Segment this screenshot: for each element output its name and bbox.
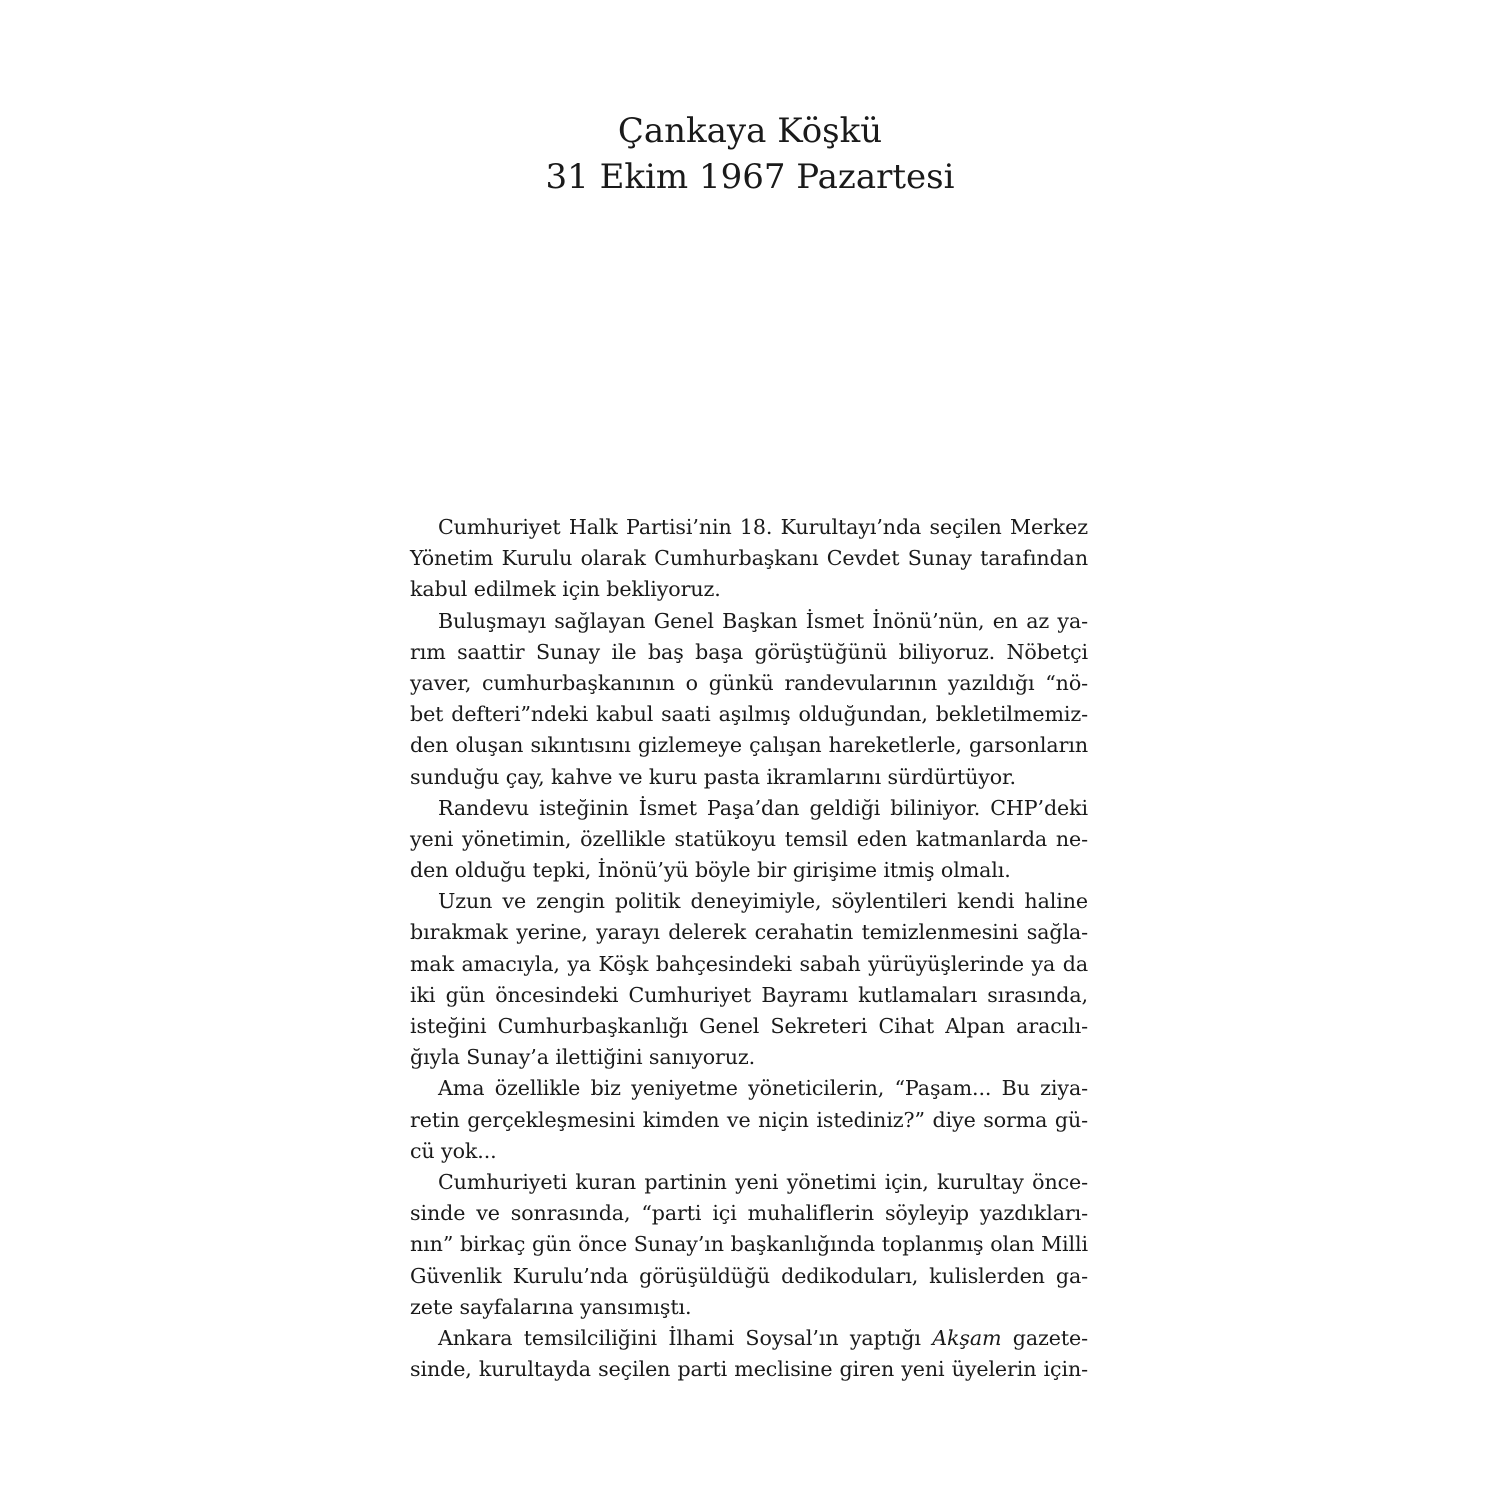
heading-date: 31 Ekim 1967 Pazartesi: [545, 157, 955, 197]
page-heading: [0, 108, 1500, 200]
text-line: sinde ve sonrasında, “parti içi muhaliflerin söyleyip yazdıkları-: [410, 1201, 1088, 1226]
text-line: Randevu isteğinin İsmet Paşa’dan geldiği biliniyor. CHP’deki: [438, 795, 1088, 820]
text-line: bet defteri”ndeki kabul saati aşılmış olduğundan, bekletilmemiz-: [410, 702, 1088, 727]
text-segment: Ankara temsilciliğini İlhami Soysal’ın yaptığı: [438, 1325, 933, 1350]
text-line: rım saattir Sunay ile baş başa görüştüğünü biliyoruz. Nöbetçi: [410, 639, 1088, 664]
text-line: bırakmak yerine, yarayı delerek cerahatin temizlenmesini sağla-: [410, 920, 1088, 945]
text-line: mak amacıyla, ya Köşk bahçesindeki sabah yürüyüşlerinde ya da: [410, 951, 1088, 976]
heading-title: Çankaya Köşkü: [617, 111, 883, 151]
text-line: Ama özellikle biz yeniyetme yöneticilerin, “Paşam... Bu ziya-: [438, 1076, 1088, 1101]
text-line: Yönetim Kurulu olarak Cumhurbaşkanı Cevdet Sunay tarafından: [410, 546, 1088, 571]
body-text: [410, 512, 1088, 1385]
text-line: Uzun ve zengin politik deneyimiyle, söylentileri kendi haline: [438, 889, 1088, 914]
text-line: Güvenlik Kurulu’nda görüşüldüğü dedikoduları, kulislerden ga-: [410, 1263, 1088, 1288]
text-line: Cumhuriyet Halk Partisi’nin 18. Kurultayı’nda seçilen Merkez: [438, 515, 1088, 539]
text-line: sunduğu çay, kahve ve kuru pasta ikramlarını sürdürtüyor.: [410, 764, 1016, 789]
text-line: retin gerçekleşmesini kimden ve niçin istediniz?” diye sorma gü-: [410, 1107, 1088, 1132]
text-line: kabul edilmek için bekliyoruz.: [410, 577, 721, 602]
text-line: nın” birkaç gün önce Sunay’ın başkanlığında toplanmış olan Milli: [410, 1232, 1088, 1257]
text-line: den olduğu tepki, İnönü’yü böyle bir girişime itmiş olmalı.: [410, 858, 1011, 883]
text-line: den oluşan sıkıntısını gizlemeye çalışan hareketlerle, garsonların: [410, 733, 1088, 758]
text-line: yeni yönetimin, özellikle statükoyu temsil eden katmanlarda ne-: [410, 826, 1088, 851]
text-line: ğıyla Sunay’a ilettiğini sanıyoruz.: [410, 1045, 756, 1070]
text-line: [410, 1323, 1088, 1354]
newspaper-name: Akşam: [932, 1325, 1002, 1350]
text-segment: gazete-: [1001, 1325, 1088, 1350]
text-line: isteğini Cumhurbaşkanlığı Genel Sekreteri Cihat Alpan aracılı-: [410, 1014, 1088, 1038]
text-line: sinde, kurultayda seçilen parti meclisine giren yeni üyelerin için-: [410, 1357, 1088, 1382]
text-line: yaver, cumhurbaşkanının o günkü randevularının yazıldığı “nö-: [410, 670, 1088, 695]
text-line: Cumhuriyeti kuran partinin yeni yönetimi için, kurultay önce-: [438, 1169, 1088, 1194]
text-line: zete sayfalarına yansımıştı.: [410, 1294, 692, 1319]
text-line: Buluşmayı sağlayan Genel Başkan İsmet İnönü’nün, en az ya-: [438, 608, 1088, 633]
text-line: cü yok...: [410, 1138, 497, 1163]
text-line: iki gün öncesindeki Cumhuriyet Bayramı kutlamaları sırasında,: [410, 982, 1088, 1007]
